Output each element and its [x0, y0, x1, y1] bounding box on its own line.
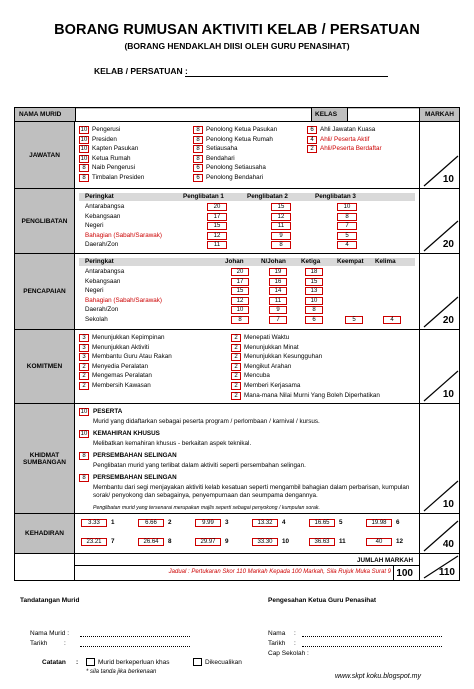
item-description: Membantu dari segi menjayakan aktiviti kelab kesatuan seperti mengambil bahagian dalam perbarisan, kumpulan sorak/ penyokong dan sebagainya, penyempurnaan dan seumpama dengannya. — [93, 484, 410, 499]
attendance-count: 8 — [168, 538, 172, 545]
peringkat-label: Bahagian (Sabah/Sarawak) — [85, 231, 163, 239]
score-box[interactable]: 8 — [231, 316, 249, 324]
pencapaian-markah[interactable] — [419, 254, 459, 329]
grid-header: Johan — [225, 258, 244, 265]
option-label: Membantu Guru Atau Rakan — [92, 353, 172, 361]
jumlah-110: 110 — [438, 567, 455, 578]
grid-header: N/Johan — [261, 258, 286, 265]
peringkat-label: Sekolah — [85, 316, 108, 323]
dikecualikan-checkbox[interactable] — [193, 658, 202, 666]
jawatan-section — [15, 122, 459, 189]
attendance-count: 7 — [111, 538, 115, 545]
option-label: Pengerusi — [92, 126, 121, 133]
score-box[interactable]: 8 — [193, 145, 203, 153]
score-box[interactable]: 2 — [231, 334, 241, 342]
grid-header: Penglibatan 2 — [247, 193, 288, 200]
score-box[interactable]: 8 — [193, 136, 203, 144]
score-box[interactable]: 6 — [193, 164, 203, 172]
attendance-count: 10 — [282, 538, 290, 545]
tanda-note: * sila tanda jika berkenaan — [86, 669, 157, 675]
option-label: Penolong Bendahari — [206, 174, 264, 181]
tarikh-guru-colon: : — [294, 640, 296, 647]
pencapaian-label: PENCAPAIAN — [15, 254, 75, 329]
option-label: Menunjukkan Kesungguhan — [244, 353, 323, 361]
score-box[interactable]: 10 — [337, 203, 357, 211]
peringkat-label: Daerah/Zon — [85, 306, 119, 314]
attendance-count: 1 — [111, 519, 115, 526]
nama-guru-line[interactable] — [302, 636, 442, 637]
blog-url: www.skpt koku.blogspot.my — [335, 673, 421, 680]
attendance-score[interactable]: 6.66 — [138, 519, 164, 527]
kehadiran-score: 40 — [442, 539, 454, 550]
grid-header: Penglibatan 3 — [315, 193, 356, 200]
score-box[interactable]: 17 — [207, 213, 227, 221]
catatan-label: Catatan — [42, 659, 66, 666]
tarikh-label: Tarikh — [30, 640, 48, 647]
pengesahan-label: Pengesahan Ketua Guru Penasihat — [268, 597, 377, 604]
peringkat-label: Antarabangsa — [85, 268, 125, 275]
option-label: Mana-mana Nilai Murni Yang Boleh Diperhatikan — [244, 391, 380, 399]
grid-header-bg — [79, 258, 415, 266]
peringkat-label: Kebangsaan — [85, 212, 121, 220]
komitmen-score: 10 — [442, 389, 454, 400]
jawatan-options — [75, 122, 419, 188]
score-box[interactable]: 15 — [305, 278, 323, 286]
cap-label: Cap Sekolah : — [268, 650, 309, 657]
score-box[interactable]: 10 — [231, 306, 249, 314]
kehadiran-label: KEHADIRAN — [15, 514, 75, 553]
item-heading: PERSEMBAHAN SELINGAN — [93, 452, 177, 459]
score-box[interactable]: 10 — [80, 431, 88, 437]
khidmat-score: 10 — [442, 499, 454, 510]
score-box[interactable]: 15 — [271, 203, 291, 211]
markah-header: MARKAH — [425, 111, 454, 118]
khas-checkbox[interactable] — [86, 658, 95, 666]
score-box[interactable]: 2 — [231, 372, 241, 380]
score-box[interactable]: 19 — [269, 268, 287, 276]
item-description: Melibatkan kemahiran khusus - berkaitan aspek teknikal. — [93, 440, 252, 447]
attendance-count: 6 — [396, 519, 400, 526]
score-box[interactable]: 11 — [269, 297, 287, 305]
peringkat-label: Negeri — [85, 222, 104, 229]
attendance-score[interactable]: 33.30 — [252, 538, 278, 546]
score-box[interactable]: 6 — [193, 174, 203, 182]
kehadiran-section — [15, 514, 459, 554]
khidmat-markah[interactable] — [419, 404, 459, 513]
nama-colon: : — [294, 630, 296, 637]
penglibatan-markah[interactable] — [419, 189, 459, 253]
score-box[interactable]: 10 — [80, 409, 88, 415]
option-label: Kapten Pasukan — [92, 145, 139, 153]
option-label: Menepati Waktu — [244, 334, 290, 341]
score-box[interactable]: 2 — [79, 382, 89, 390]
pencapaian-score: 20 — [442, 315, 454, 326]
grid-header: Kelima — [375, 258, 396, 265]
tarikh-guru-line[interactable] — [302, 646, 442, 647]
option-label: Menyedia Peralatan — [92, 362, 149, 370]
option-label: Ahli/ Peserta Aktif — [320, 135, 370, 143]
penglibatan-label: PENGLIBATAN — [15, 189, 75, 253]
grid-header: Ketiga — [301, 258, 321, 265]
score-box[interactable]: 8 — [337, 213, 357, 221]
option-label: Membersih Kawasan — [92, 382, 151, 389]
option-label: Ketua Rumah — [92, 154, 131, 162]
option-label: Menunjukkan Minat — [244, 343, 299, 351]
item-heading: PESERTA — [93, 408, 123, 415]
score-box[interactable]: 20 — [207, 203, 227, 211]
grid-header: Peringkat — [85, 258, 114, 265]
komitmen-markah[interactable] — [419, 330, 459, 403]
grid-header: Keempat — [337, 258, 364, 265]
form-title: BORANG RUMUSAN AKTIVITI KELAB / PERSATUAN — [54, 22, 420, 38]
score-box[interactable]: 2 — [231, 353, 241, 361]
option-label: Mengikut Arahan — [244, 362, 292, 370]
nama-input[interactable] — [75, 109, 311, 121]
attendance-score[interactable]: 40 — [366, 538, 392, 546]
score-box[interactable]: 16 — [269, 278, 287, 286]
jumlah-label: JUMLAH MARKAH — [357, 557, 413, 564]
tandatangan-label: Tandatangan Murid — [20, 597, 80, 604]
khidmat-section — [15, 404, 459, 514]
jumlah-100: 100 — [396, 568, 413, 579]
score-box[interactable]: 2 — [79, 363, 89, 371]
score-box[interactable]: 8 — [305, 306, 323, 314]
nama-guru-label: Nama — [268, 630, 286, 637]
option-label: Memberi Kerjasama — [244, 382, 301, 389]
khidmat-label: KHIDMAT SUMBANGAN — [15, 404, 75, 513]
kehadiran-grid — [75, 514, 419, 553]
komitmen-section — [15, 330, 459, 404]
score-box[interactable]: 7 — [269, 316, 287, 324]
summary-form — [14, 107, 460, 581]
score-box[interactable]: 2 — [231, 363, 241, 371]
peringkat-label: Bahagian (Sabah/Sarawak) — [85, 296, 163, 304]
kelab-label: KELAB / PERSATUAN : — [94, 66, 188, 76]
score-box[interactable]: 2 — [231, 392, 241, 400]
option-label: Mencuba — [244, 372, 270, 380]
kelab-input-line[interactable] — [185, 76, 388, 77]
attendance-count: 2 — [168, 519, 172, 526]
score-box[interactable]: 4 — [337, 241, 357, 249]
score-box[interactable]: 20 — [231, 268, 249, 276]
score-box[interactable]: 6 — [307, 126, 317, 134]
item-heading: PERSEMBAHAN SELINGAN — [93, 474, 177, 481]
attendance-score[interactable]: 26.64 — [138, 538, 164, 546]
item-description: Penglibatan murid yang terlibat dalam aktiviti seperti persembahan selingan. — [93, 462, 306, 469]
score-box[interactable]: 8 — [79, 452, 89, 460]
jawatan-label: JAWATAN — [15, 122, 75, 188]
score-box[interactable]: 10 — [80, 155, 88, 162]
attendance-score[interactable]: 36.63 — [309, 538, 335, 546]
komitmen-options — [75, 330, 419, 403]
score-box[interactable]: 2 — [231, 382, 241, 390]
option-label: Naib Pengerusi — [92, 164, 136, 172]
score-box[interactable]: 14 — [269, 287, 287, 295]
peringkat-label: Daerah/Zon — [85, 241, 119, 248]
jumlah-section — [15, 554, 459, 580]
catatan-colon: : — [76, 659, 79, 666]
score-box[interactable]: 11 — [207, 241, 227, 249]
score-box[interactable]: 8 — [79, 164, 89, 172]
attendance-score[interactable]: 23.21 — [81, 538, 107, 546]
nama-murid-label: Nama Murid : — [30, 630, 70, 637]
jawatan-markah[interactable] — [419, 122, 459, 188]
jumlah-markah[interactable] — [419, 554, 459, 580]
score-box[interactable]: 11 — [271, 222, 291, 230]
attendance-count: 5 — [339, 519, 343, 526]
kelas-input[interactable] — [347, 109, 419, 121]
option-label: Presiden — [92, 135, 117, 143]
grid-header: Peringkat — [85, 193, 114, 200]
nama-murid-line[interactable] — [80, 636, 190, 637]
penglibatan-score: 20 — [442, 239, 454, 250]
penglibatan-grid — [75, 189, 419, 253]
option-label: Penolong Setiausaha — [206, 164, 266, 172]
attendance-count: 9 — [225, 538, 229, 545]
score-box[interactable]: 2 — [79, 372, 89, 380]
komitmen-label: KOMITMEN — [15, 330, 75, 403]
score-box[interactable]: 7 — [337, 222, 357, 230]
score-box[interactable]: 9 — [269, 306, 287, 314]
attendance-count: 12 — [396, 538, 404, 545]
option-label: Ahli Jawatan Kuasa — [320, 126, 376, 133]
attendance-count: 11 — [339, 538, 346, 545]
khidmat-options — [75, 404, 419, 513]
peringkat-label: Negeri — [85, 287, 104, 295]
option-label: Mengemas Peralatan — [92, 372, 152, 380]
score-box[interactable]: 4 — [383, 316, 401, 324]
tarikh-guru-label: Tarikh — [268, 640, 286, 647]
option-label: Menunjukkan Aktiviti — [92, 343, 150, 351]
peringkat-label: Antarabangsa — [85, 203, 125, 210]
score-box[interactable]: 12 — [271, 213, 291, 221]
attendance-score[interactable]: 3.33 — [81, 519, 107, 527]
score-box[interactable]: 12 — [207, 232, 227, 240]
kehadiran-markah[interactable] — [419, 514, 459, 553]
header-row — [15, 108, 459, 122]
score-box[interactable]: 10 — [80, 146, 88, 153]
score-box[interactable]: 3 — [79, 334, 89, 342]
option-label: Menunjukkan Kepimpinan — [92, 334, 165, 341]
score-box[interactable]: 15 — [207, 222, 227, 230]
item-heading: KEMAHIRAN KHUSUS — [93, 430, 160, 437]
score-box[interactable]: 12 — [231, 297, 249, 305]
jawatan-score: 10 — [442, 174, 454, 185]
score-box[interactable]: 2 — [307, 145, 317, 153]
attendance-count: 4 — [282, 519, 286, 526]
option-label: Penolong Ketua Pasukan — [206, 126, 278, 133]
option-label: Setiausaha — [206, 145, 238, 153]
score-box[interactable]: 9 — [271, 232, 291, 240]
score-box[interactable]: 13 — [305, 287, 323, 295]
score-box[interactable]: 4 — [307, 136, 317, 144]
pencapaian-grid — [75, 254, 419, 329]
score-box[interactable]: 3 — [79, 353, 89, 361]
score-box[interactable]: 10 — [80, 136, 88, 143]
tarikh-colon: : — [64, 640, 66, 647]
khas-label: Murid berkeperluan khas — [98, 659, 170, 666]
score-box[interactable]: 8 — [271, 241, 291, 249]
score-box[interactable]: 15 — [231, 287, 249, 295]
attendance-score[interactable]: 19.98 — [366, 519, 392, 527]
score-box[interactable]: 18 — [305, 268, 323, 276]
score-box[interactable]: 6 — [305, 316, 323, 324]
score-box[interactable]: 8 — [79, 174, 89, 182]
khidmat-note: Penglibatan murid yang tersenarai merupakan majlis seperti sebagai penyokong / kumpulan sorak. — [93, 505, 320, 511]
grid-header: Penglibatan 1 — [183, 193, 224, 200]
nama-header: NAMA MURID — [19, 111, 62, 118]
attendance-score[interactable]: 9.99 — [195, 519, 221, 527]
score-box[interactable]: 10 — [305, 297, 323, 305]
pencapaian-section — [15, 254, 459, 330]
peringkat-label: Kebangsaan — [85, 277, 121, 285]
score-box[interactable]: 17 — [231, 278, 249, 286]
score-box[interactable]: 3 — [79, 344, 89, 352]
jumlah-note: Jadual : Pertukaran Skor 110 Markah Kepada 100 Markah, Sila Rujuk Muka Surat 9 — [168, 569, 391, 575]
attendance-count: 3 — [225, 519, 229, 526]
score-box[interactable]: 5 — [345, 316, 363, 324]
attendance-score[interactable]: 29.97 — [195, 538, 221, 546]
form-subtitle: (BORANG HENDAKLAH DIISI OLEH GURU PENASIHAT) — [124, 41, 350, 51]
option-label: Ahli/Peserta Berdaftar — [320, 145, 382, 153]
option-label: Penolong Ketua Rumah — [206, 135, 273, 143]
score-box[interactable]: 10 — [80, 127, 88, 133]
score-box[interactable]: 8 — [193, 155, 203, 163]
attendance-score[interactable]: 13.32 — [252, 519, 278, 527]
option-label: Timbalan Presiden — [92, 174, 145, 181]
score-box[interactable]: 2 — [231, 344, 241, 352]
tarikh-line[interactable] — [80, 646, 190, 647]
dikecualikan-label: Dikecualikan — [205, 659, 242, 666]
option-label: Bendahari — [206, 154, 235, 162]
kelas-header: KELAS — [315, 111, 338, 118]
penglibatan-section — [15, 189, 459, 254]
score-box[interactable]: 8 — [79, 474, 89, 482]
score-box[interactable]: 8 — [193, 126, 203, 134]
item-description: Murid yang didaftarkan sebagai peserta program / perlombaan / karnival / kursus. — [93, 418, 320, 425]
score-box[interactable]: 5 — [337, 232, 357, 240]
attendance-score[interactable]: 16.65 — [309, 519, 335, 527]
